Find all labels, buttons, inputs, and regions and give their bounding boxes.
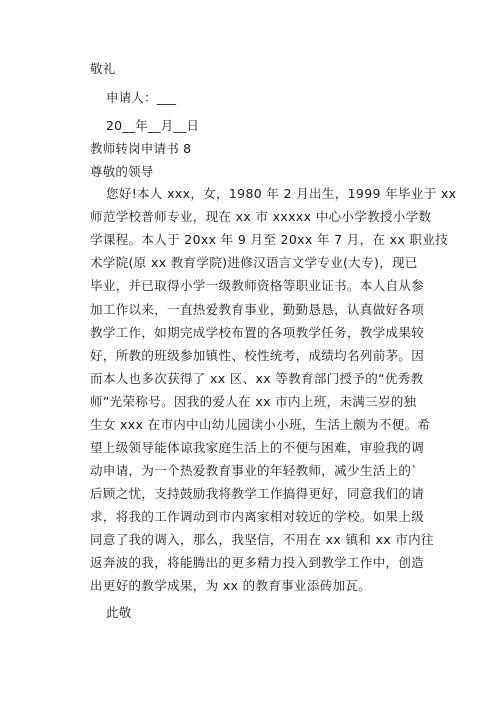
applicant-line: 申请人：___ xyxy=(106,90,177,105)
body-line: 好，所教的班级参加镇性、校性统考，成绩均名列前茅。因 xyxy=(90,348,425,363)
body-line: 出更好的教学成果，为 xx 的教育事业添砖加瓦。 xyxy=(90,578,372,593)
body-line: 您好!本人 xxx，女，1980 年 2 月出生，1999 年毕业于 xx xyxy=(106,186,457,201)
salutation: 尊敬的领导 xyxy=(90,164,154,179)
body-line: 望上级领导能体谅我家庭生活上的不便与困难，审验我的调 xyxy=(90,440,425,455)
body-line: 毕业，并已取得小学一级教师资格等职业证书。本人自从参 xyxy=(90,278,425,293)
closing-greeting: 敬礼 xyxy=(90,61,116,76)
body-line: 后顾之忧，支持鼓励我将教学工作搞得更好，同意我们的请 xyxy=(90,486,425,501)
body-line: 而本人也多次获得了 xx 区、xx 等教育部门授予的“优秀教 xyxy=(90,371,424,386)
letter-closing: 此敬 xyxy=(106,605,132,620)
date-line: 20__年__月__日 xyxy=(106,118,200,133)
body-line: 返奔波的我，将能腾出的更多精力投入到教学工作中，创造 xyxy=(90,555,425,570)
body-line: 加工作以来，一直热爱教育事业，勤勤恳恳，认真做好各项 xyxy=(90,302,425,317)
body-line: 同意了我的调入，那么，我坚信，不用在 xx 镇和 xx 市内往 xyxy=(90,532,434,547)
body-line: 动申请，为一个热爱教育事业的年轻教师，减少生活上的` xyxy=(90,463,418,478)
letter-title: 教师转岗申请书 8 xyxy=(90,141,192,156)
body-line: 师范学校普师专业，现在 xx 市 xxxxx 中心小学教授小学数 xyxy=(90,209,432,224)
body-line: 教学工作，如期完成学校布置的各项教学任务，教学成果较 xyxy=(90,325,425,340)
body-line: 生女 xxx 在市内中山幼儿园读小小班，生活上颇为不便。希 xyxy=(90,417,431,432)
body-line: 求，将我的工作调动到市内离家相对较近的学校。如果上级 xyxy=(90,509,425,524)
body-line: 师”光荣称号。因我的爱人在 xx 市内上班，未满三岁的独 xyxy=(90,394,417,409)
body-line: 术学院(原 xx 教育学院)进修汉语言文学专业(大专)，现已 xyxy=(90,255,418,270)
body-line: 学课程。本人于 20xx 年 9 月至 20xx 年 7 月，在 xx 职业技 xyxy=(90,232,448,247)
